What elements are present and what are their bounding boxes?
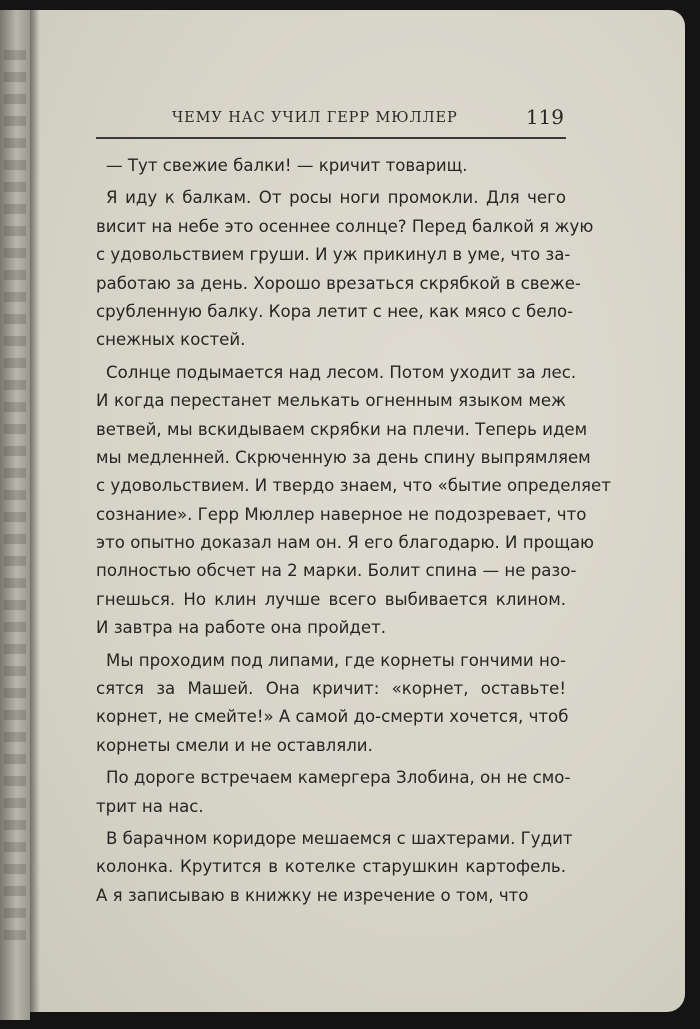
text-line: трит на нас. <box>96 796 204 816</box>
text-line: И завтра на работе она пройдет. <box>96 618 387 638</box>
text-line: висит на небе это осеннее солнце? Перед балкой я жую <box>96 216 594 236</box>
page-number: 119 <box>525 105 564 129</box>
text-line: сятся за Машей. Она кричит: «корнет, оставьте! <box>96 679 566 699</box>
text-line: колонка. Крутится в котелке старушкин картофель. <box>96 857 566 877</box>
paragraph <box>96 647 569 761</box>
running-head <box>96 104 566 134</box>
text-line: — Тут свежие балки! — кричит товарищ. <box>106 156 468 175</box>
paragraph <box>96 152 566 180</box>
text-line: Солнце подымается над лесом. Потом уходит за лес. <box>106 362 577 382</box>
gutter-shadow <box>30 10 40 1012</box>
text-line: И когда перестанет мелькать огненным языком меж <box>96 391 566 411</box>
text-line: В барачном коридоре мешаемся с шахтерами. Гудит <box>106 828 573 848</box>
text-line: с удовольствием груши. И уж прикинул в уме, что за- <box>96 245 571 265</box>
text-line: полностью обсчет на 2 марки. Болит спина — не разо- <box>96 561 577 581</box>
text-line: корнет, не смейте!» А самой до-смерти хочется, чтоб <box>96 707 569 727</box>
text-line: мы медленней. Скрюченную за день спину выпрямляем <box>96 447 591 467</box>
text-line: корнеты смели и не оставляли. <box>96 735 373 755</box>
paragraph <box>96 359 611 643</box>
text-line: срубленную балку. Кора летит с нее, как мясо с бело- <box>96 301 574 321</box>
previous-page-text-fragment <box>4 50 26 950</box>
text-line: Мы проходим под липами, где корнеты гончими но- <box>106 650 566 670</box>
paragraph <box>96 825 573 910</box>
text-line: А я записываю в книжку не изречение о том, что <box>96 885 529 905</box>
paragraph <box>96 764 571 821</box>
text-line: снежных костей. <box>96 330 246 350</box>
text-line: работаю за день. Хорошо врезаться скрябкой в свеже- <box>96 273 581 293</box>
text-line: Я иду к балкам. От росы ноги промокли. Для чего <box>106 188 566 208</box>
header-rule <box>96 137 566 139</box>
previous-page-edge <box>0 10 30 1020</box>
running-head-title: ЧЕМУ НАС УЧИЛ ГЕРР МЮЛЛЕР <box>172 110 458 126</box>
text-line: с удовольствием. И твердо знаем, что «бытие определяет <box>96 476 611 496</box>
text-line: сознание». Герр Мюллер наверное не подозревает, что <box>96 504 587 524</box>
paragraph <box>96 184 594 354</box>
text-line: гнешься. Но клин лучше всего выбивается клином. <box>96 589 566 609</box>
body-text <box>96 152 611 910</box>
text-line: ветвей, мы вскидываем скрябки на плечи. Теперь идем <box>96 419 588 439</box>
text-line: это опытно доказал нам он. Я его благодарю. И прощаю <box>96 533 595 553</box>
text-line: По дороге встречаем камергера Злобина, он не смо- <box>106 768 571 788</box>
